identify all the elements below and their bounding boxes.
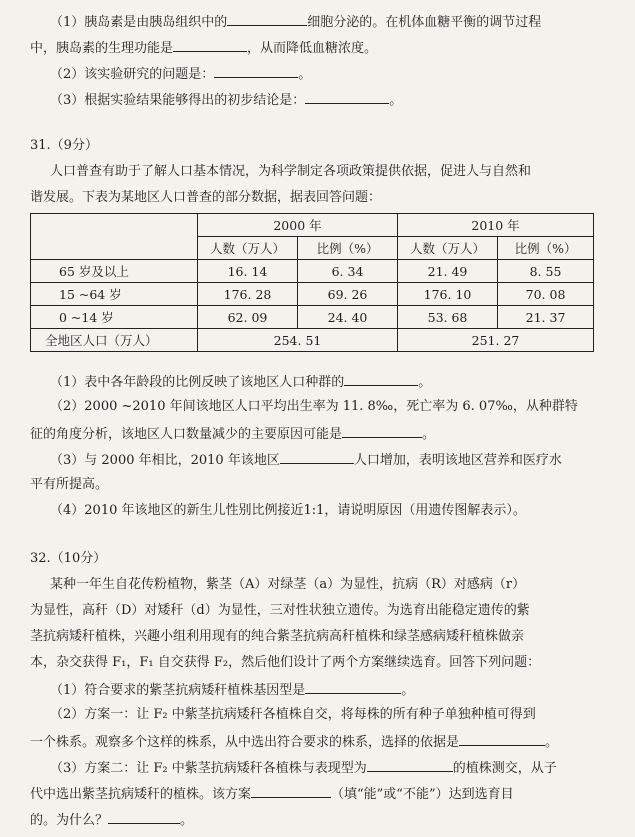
q31-sub-1 bbox=[50, 372, 431, 392]
q30-text: 细胞分泌的。在机体血糖平衡的调节过程 bbox=[307, 15, 542, 30]
q32-sub-3b bbox=[30, 784, 514, 804]
q32-sub-2b bbox=[30, 732, 558, 752]
table-cell: 53. 68 bbox=[398, 306, 498, 329]
q31-text: 征的角度分析，该地区人口数量减少的主要原因可能是 bbox=[30, 427, 343, 442]
q30-text: （3）根据实验结果能够得出的初步结论是： bbox=[50, 93, 306, 108]
q30-line-2 bbox=[30, 38, 377, 58]
q30-line-4 bbox=[50, 90, 402, 110]
table-row bbox=[31, 306, 594, 329]
population-table bbox=[30, 213, 594, 352]
answer-blank[interactable] bbox=[344, 372, 418, 386]
q31-heading: 31.（9分） bbox=[30, 138, 98, 153]
q32-text: 的。为什么？ bbox=[30, 813, 109, 828]
answer-blank[interactable] bbox=[305, 90, 389, 104]
answer-blank[interactable] bbox=[108, 810, 180, 824]
year-header: 2000 年 bbox=[198, 214, 398, 237]
q30-line-3 bbox=[50, 64, 311, 84]
q31-text: （1）表中各年龄段的比例反映了该地区人口种群的 bbox=[50, 375, 345, 390]
answer-blank[interactable] bbox=[214, 64, 298, 78]
q31-intro-line: 人口普查有助于了解人口基本情况，为科学制定各项政策提供依据，促进人与自然和 bbox=[50, 164, 532, 179]
q32-text: 。 bbox=[180, 813, 194, 828]
q31-sub-2b bbox=[30, 424, 435, 444]
table-cell: 254. 51 bbox=[198, 329, 398, 352]
q32-sub-1 bbox=[50, 680, 414, 700]
answer-blank[interactable] bbox=[367, 758, 453, 772]
answer-blank[interactable] bbox=[459, 732, 545, 746]
answer-blank[interactable] bbox=[173, 38, 247, 52]
q32-text: 。 bbox=[401, 683, 415, 698]
q32-text: （1）符合要求的紫茎抗病矮秆植株基因型是 bbox=[50, 683, 306, 698]
q32-heading: 32.（10分） bbox=[30, 551, 107, 566]
q31-text: 人口增加，表明该地区营养和医疗水 bbox=[353, 453, 562, 468]
q31-sub-4: （4）2010 年该地区的新生儿性别比例接近1:1，请说明原因（用遗传图解表示）。 bbox=[50, 503, 526, 518]
table-row bbox=[31, 283, 594, 306]
table-header-row bbox=[31, 214, 594, 237]
q32-text: （3）方案二：让 F₂ 中紫茎抗病矮秆各植株与表现型为 bbox=[50, 761, 367, 776]
q32-text: 。 bbox=[545, 735, 559, 750]
row-label: 65 岁及以上 bbox=[31, 260, 198, 283]
table-cell: 8. 55 bbox=[498, 260, 594, 283]
table-cell: 251. 27 bbox=[398, 329, 594, 352]
q32-intro-line: 茎抗病矮秆植株，兴趣小组利用现有的纯合紫茎抗病高秆植株和绿茎感病矮秆植株做亲 bbox=[30, 629, 525, 644]
table-cell: 69. 26 bbox=[298, 283, 398, 306]
q30-text: 。 bbox=[298, 67, 312, 82]
table-cell: 176. 28 bbox=[198, 283, 298, 306]
q31-text: 。 bbox=[422, 427, 436, 442]
row-label: 全地区人口（万人） bbox=[31, 329, 198, 352]
q31-sub-2a: （2）2000 ~2010 年间该地区人口平均出生率为 11. 8‰，死亡率为 6. 07‰，从种群特 bbox=[50, 399, 578, 414]
q32-sub-3c bbox=[30, 810, 193, 830]
q31-sub-3a bbox=[50, 450, 562, 470]
answer-blank[interactable] bbox=[305, 680, 401, 694]
table-corner-cell bbox=[31, 214, 198, 260]
q32-intro-line: 本，杂交获得 F₁，F₁ 自交获得 F₂，然后他们设计了两个方案继续选育。回答下列问题： bbox=[30, 655, 541, 670]
col-header: 比例（%） bbox=[298, 237, 398, 260]
col-header: 人数（万人） bbox=[398, 237, 498, 260]
q31-text: （3）与 2000 年相比，2010 年该地区 bbox=[50, 453, 280, 468]
q32-text: 一个株系。观察多个这样的株系，从中选出符合要求的株系，选择的依据是 bbox=[30, 735, 460, 750]
q32-sub-2a: （2）方案一：让 F₂ 中紫茎抗病矮秆各植株自交，将每株的所有种子单独种植可得到 bbox=[50, 707, 536, 722]
col-header: 人数（万人） bbox=[198, 237, 298, 260]
q32-text: 的植株测交，从子 bbox=[452, 761, 557, 776]
table-total-row bbox=[31, 329, 594, 352]
table-cell: 62. 09 bbox=[198, 306, 298, 329]
answer-blank[interactable] bbox=[227, 12, 307, 26]
table-cell: 21. 37 bbox=[498, 306, 594, 329]
table-cell: 16. 14 bbox=[198, 260, 298, 283]
table-cell: 21. 49 bbox=[398, 260, 498, 283]
answer-blank[interactable] bbox=[251, 784, 331, 798]
q30-text: （2）该实验研究的问题是： bbox=[50, 67, 215, 82]
q32-text: （填“能”或“不能”）达到选育目 bbox=[331, 787, 514, 802]
q32-text: 代中选出紫茎抗病矮秆的植株。该方案 bbox=[30, 787, 252, 802]
table-cell: 6. 34 bbox=[298, 260, 398, 283]
table-cell: 24. 40 bbox=[298, 306, 398, 329]
q30-text: 中，胰岛素的生理功能是 bbox=[30, 41, 174, 56]
q30-text: （1）胰岛素是由胰岛组织中的 bbox=[50, 15, 228, 30]
row-label: 15 ~64 岁 bbox=[31, 283, 198, 306]
q31-sub-3b: 平有所提高。 bbox=[30, 477, 109, 492]
answer-blank[interactable] bbox=[280, 450, 354, 464]
q31-intro-line: 谐发展。下表为某地区人口普查的部分数据，据表回答问题： bbox=[30, 190, 382, 205]
answer-blank[interactable] bbox=[342, 424, 422, 438]
col-header: 比例（%） bbox=[498, 237, 594, 260]
table-row bbox=[31, 260, 594, 283]
row-label: 0 ~14 岁 bbox=[31, 306, 198, 329]
q30-text: 。 bbox=[389, 93, 403, 108]
year-header: 2010 年 bbox=[398, 214, 594, 237]
q32-sub-3a bbox=[50, 758, 557, 778]
q30-line-1 bbox=[50, 12, 541, 32]
q31-text: 。 bbox=[418, 375, 432, 390]
table-cell: 176. 10 bbox=[398, 283, 498, 306]
q32-intro-line: 为显性，高秆（D）对矮秆（d）为显性，三对性状独立遗传。为选育出能稳定遗传的紫 bbox=[30, 603, 530, 618]
q32-intro-line: 某种一年生自花传粉植物，紫茎（A）对绿茎（a）为显性，抗病（R）对感病（r） bbox=[50, 577, 526, 592]
table-cell: 70. 08 bbox=[498, 283, 594, 306]
q30-text: ，从而降低血糖浓度。 bbox=[247, 41, 378, 56]
